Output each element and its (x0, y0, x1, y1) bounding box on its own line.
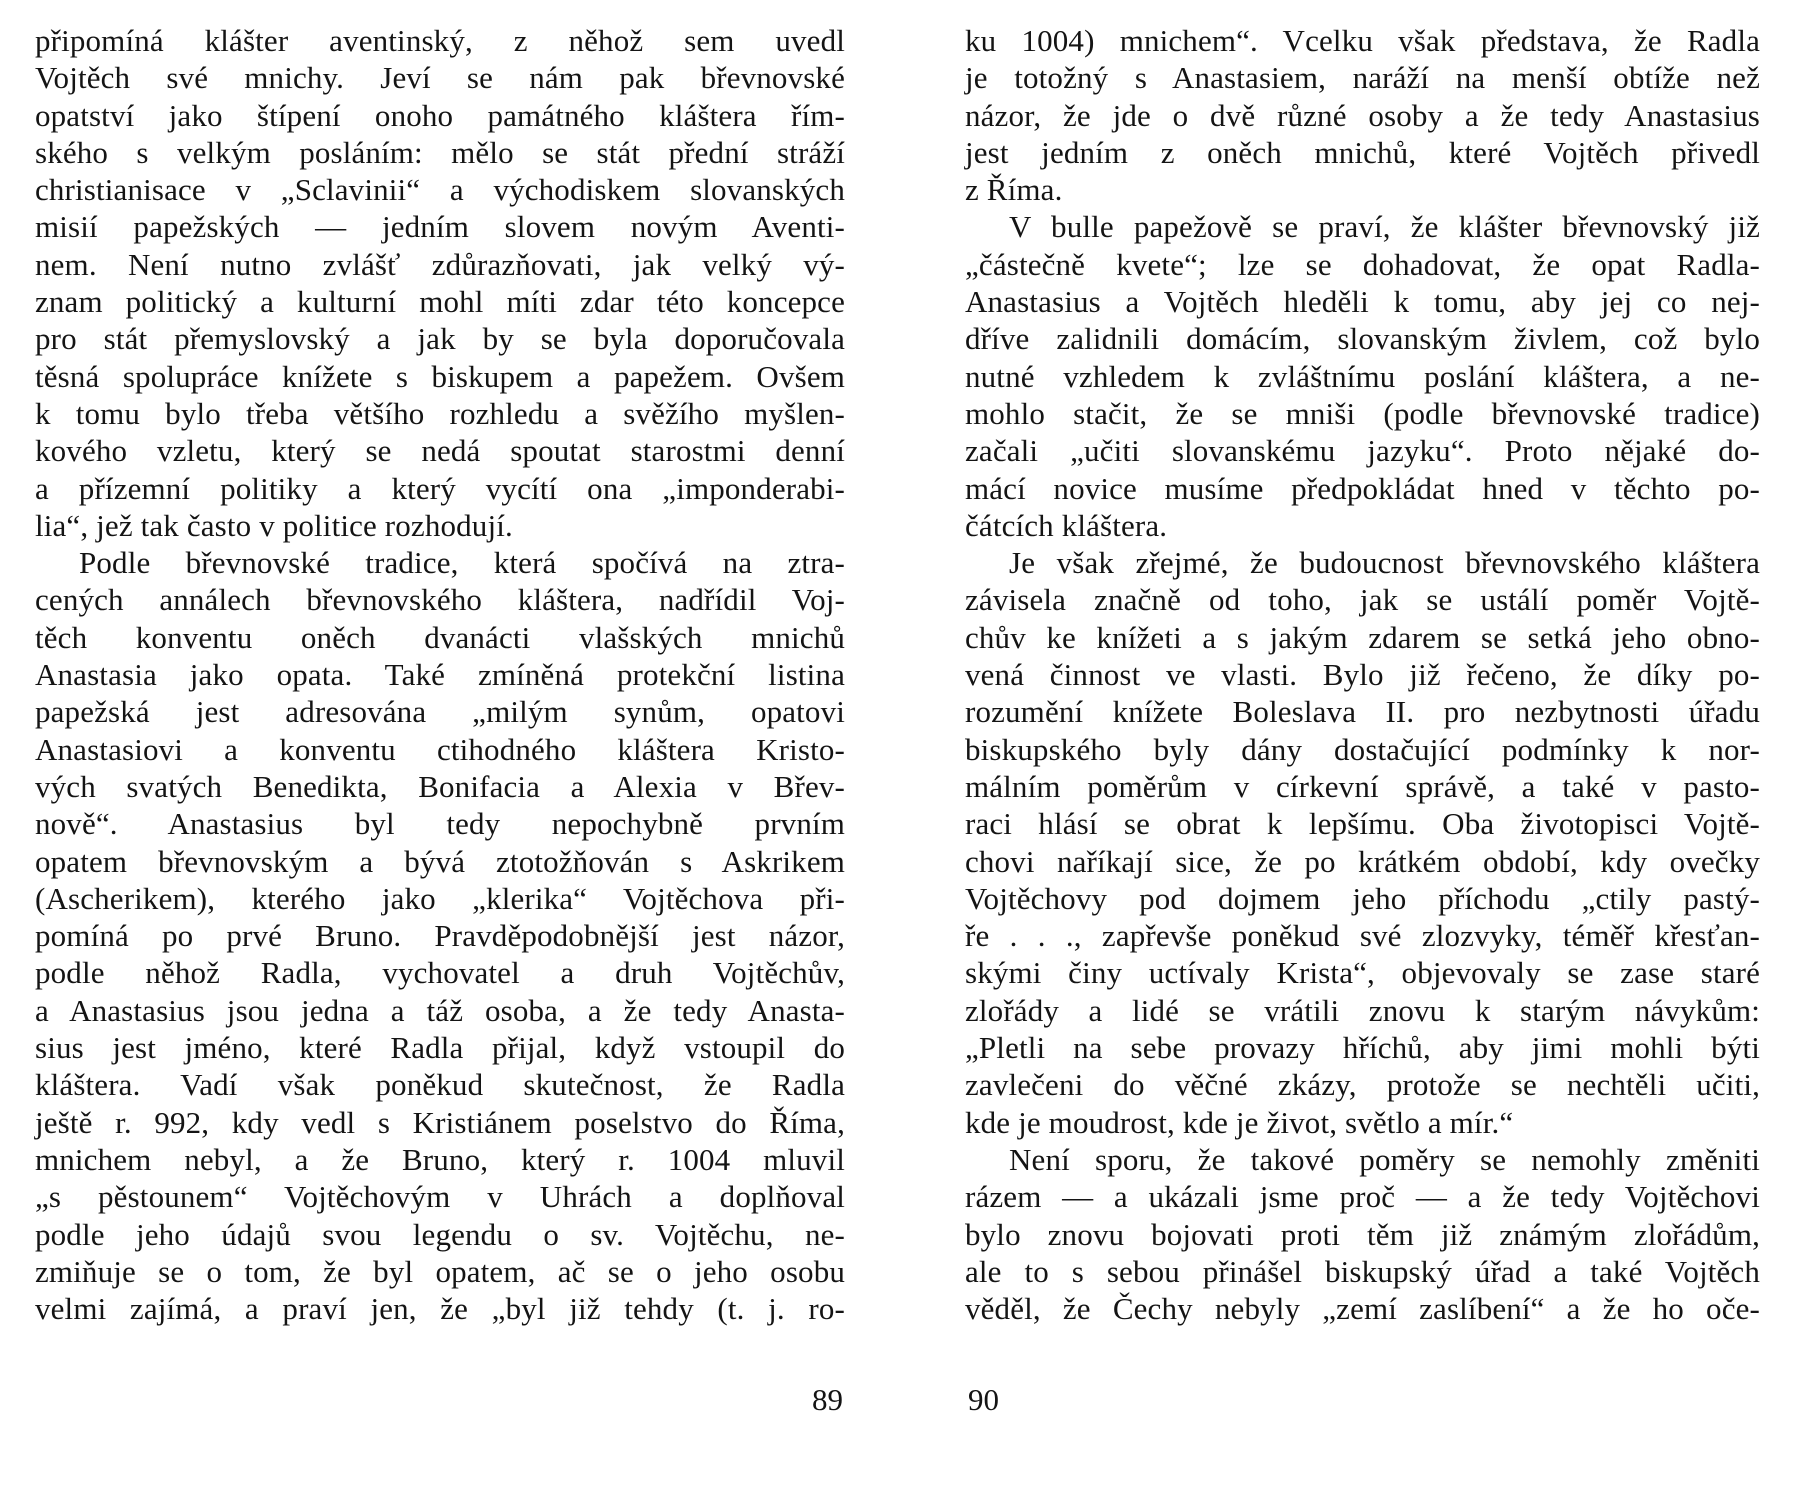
text-line: mohlo stačit, že se mniši (podle břevnovské tradice) (965, 395, 1760, 431)
text-line: Anastasius a Vojtěch hleděli k tomu, aby jej co nej- (965, 284, 1760, 320)
text-line: ře . . ., zapřevše poněkud své zlozvyky, téměř křesťan- (965, 918, 1760, 954)
text-line: opatství jako štípení onoho památného kláštera řím- (35, 97, 845, 133)
text-line: mnichem nebyl, a že Bruno, který r. 1004 mluvil (35, 1141, 845, 1177)
text-line: Vojtěchovy pod dojmem jeho příchodu „ctily pastý- (965, 880, 1760, 916)
text-line: jest jedním z oněch mnichů, které Vojtěch přivedl (965, 134, 1760, 170)
text-line: a Anastasius jsou jedna a táž osoba, a že tedy Anasta- (35, 992, 845, 1028)
text-line: sius jest jméno, které Radla přijal, když vstoupil do (35, 1030, 845, 1066)
text-line: závisela značně od toho, jak se ustálí poměr Vojtě- (965, 582, 1760, 618)
text-line: a přízemní politiky a který vycítí ona „imponderabi- (35, 470, 845, 506)
text-line: ku 1004) mnichem“. Vcelku však představa, že Radla (965, 23, 1760, 58)
text-line: ještě r. 992, kdy vedl s Kristiánem poselstvo do Říma, (35, 1104, 845, 1140)
text-line: bylo znovu bojovati proti těm již známým zlořádům, (965, 1216, 1760, 1252)
page-number-right: 90 (968, 1382, 999, 1417)
text-line: Anastasia jako opata. Také zmíněná protekční listina (35, 657, 845, 693)
text-line: opatem břevnovským a bývá ztotožňován s Askrikem (35, 843, 845, 879)
text-line: znam politický a kulturní mohl míti zdar této koncepce (35, 284, 845, 320)
text-line: raci hlásí se obrat k lepšímu. Oba životopisci Vojtě- (965, 806, 1760, 842)
text-line: názor, že jde o dvě různé osoby a že tedy Anastasius (965, 97, 1760, 133)
text-line: kláštera. Vadí však poněkud skutečnost, že Radla (35, 1067, 845, 1103)
text-line: připomíná klášter aventinský, z něhož sem uvedl (35, 23, 845, 58)
paragraph-end-line: lia“, jež tak často v politice rozhodují. (35, 507, 513, 543)
left-page (35, 22, 845, 1327)
text-line: podle něhož Radla, vychovatel a druh Vojtěchův, (35, 955, 845, 991)
paragraph-start-line: Je však zřejmé, že budoucnost břevnovského kláštera (1009, 545, 1760, 581)
text-line: „Pletli na sebe provazy hříchů, aby jimi mohli býti (965, 1030, 1760, 1066)
paragraph-start-line: Není sporu, že takové poměry se nemohly změniti (1009, 1141, 1760, 1177)
text-line: zmiňuje se o tom, že byl opatem, ač se o jeho osobu (35, 1253, 845, 1289)
text-line: vená činnost ve vlasti. Bylo již řečeno, že díky po- (965, 657, 1760, 693)
text-line: rozumění knížete Boleslava II. pro nezbytnosti úřadu (965, 694, 1760, 730)
text-line: těch konventu oněch dvanácti vlašských mnichů (35, 619, 845, 655)
text-line: zlořády a lidé se vrátili znovu k starým návykům: (965, 992, 1760, 1028)
text-line: (Ascherikem), kterého jako „klerika“ Vojtěchova při- (35, 880, 845, 916)
paragraph-start-line: Podle břevnovské tradice, která spočívá na ztra- (79, 545, 845, 581)
page-number-left: 89 (812, 1382, 843, 1417)
text-line: podle jeho údajů svou legendu o sv. Vojtěchu, ne- (35, 1216, 845, 1252)
text-line: mácí novice musíme předpokládat hned v těchto po- (965, 470, 1760, 506)
text-line: k tomu bylo třeba většího rozhledu a svěžího myšlen- (35, 395, 845, 431)
paragraph-end-line: kde je moudrost, kde je život, světlo a mír.“ (965, 1104, 1514, 1140)
text-line: cených annálech břevnovského kláštera, nadřídil Voj- (35, 582, 845, 618)
text-line: dříve zalidnili domácím, slovanským živlem, což bylo (965, 321, 1760, 357)
text-line: skými činy uctívaly Krista“, objevovaly se zase staré (965, 955, 1760, 991)
paragraph-start-line: V bulle papežově se praví, že klášter břevnovský již (1009, 209, 1760, 245)
text-line: Vojtěch své mnichy. Jeví se nám pak břevnovské (35, 60, 845, 96)
text-line: málním poměrům v církevní správě, a také v pasto- (965, 768, 1760, 804)
paragraph-end-line: čátcích kláštera. (965, 507, 1168, 543)
text-line: ského s velkým posláním: mělo se stát přední stráží (35, 134, 845, 170)
text-line: biskupského byly dány dostačující podmínky k nor- (965, 731, 1760, 767)
text-line: kového vzletu, který se nedá spoutat starostmi denní (35, 433, 845, 469)
paragraph-end-line: z Říma. (965, 172, 1063, 208)
text-line: pro stát přemyslovský a jak by se byla doporučovala (35, 321, 845, 357)
text-line: rázem — a ukázali jsme proč — a že tedy Vojtěchovi (965, 1179, 1760, 1215)
text-line: christianisace v „Sclavinii“ a východiskem slovanských (35, 172, 845, 208)
text-line: zavlečeni do věčné zkázy, protože se nechtěli učiti, (965, 1067, 1760, 1103)
text-line: „částečně kvete“; lze se dohadovat, že opat Radla- (965, 246, 1760, 282)
text-line: je totožný s Anastasiem, naráží na menší obtíže než (965, 60, 1760, 96)
text-line: vých svatých Benedikta, Bonifacia a Alexia v Břev- (35, 768, 845, 804)
text-line: velmi zajímá, a praví jen, že „byl již tehdy (t. j. ro- (35, 1291, 845, 1327)
text-line: nově“. Anastasius byl tedy nepochybně prvním (35, 806, 845, 842)
right-page (965, 22, 1760, 1327)
text-line: „s pěstounem“ Vojtěchovým v Uhrách a doplňoval (35, 1179, 845, 1215)
text-line: těsná spolupráce knížete s biskupem a papežem. Ovšem (35, 358, 845, 394)
text-line: nem. Není nutno zvlášť zdůrazňovati, jak velký vý- (35, 246, 845, 282)
text-line: pomíná po prvé Bruno. Pravděpodobnější jest názor, (35, 918, 845, 954)
text-line: papežská jest adresována „milým synům, opatovi (35, 694, 845, 730)
text-line: věděl, že Čechy nebyly „zemí zaslíbení“ a že ho oče- (965, 1291, 1760, 1327)
text-line: chův ke knížeti a s jakým zdarem se setká jeho obno- (965, 619, 1760, 655)
text-line: Anastasiovi a konventu ctihodného kláštera Kristo- (35, 731, 845, 767)
text-line: misií papežských — jedním slovem novým Aventi- (35, 209, 845, 245)
text-line: začali „učiti slovanskému jazyku“. Proto nějaké do- (965, 433, 1760, 469)
text-line: chovi naříkají sice, že po krátkém období, kdy ovečky (965, 843, 1760, 879)
text-line: nutné vzhledem k zvláštnímu poslání kláštera, a ne- (965, 358, 1760, 394)
text-line: ale to s sebou přinášel biskupský úřad a také Vojtěch (965, 1253, 1760, 1289)
